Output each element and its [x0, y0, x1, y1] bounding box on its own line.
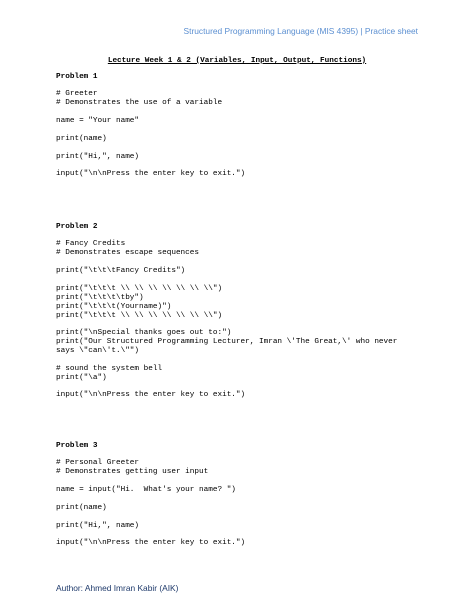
code-line: # sound the system bell — [56, 365, 163, 373]
code-line: # Greeter — [56, 90, 98, 98]
code-line: print("\t\t\t \\ \\ \\ \\ \\ \\ \\") — [56, 285, 223, 293]
code-line: print("\a") — [56, 374, 107, 382]
code-line: # Demonstrates the use of a variable — [56, 99, 223, 107]
code-line: print("\t\t\tFancy Credits") — [56, 267, 186, 275]
code-line: print("Our Structured Programming Lecturer, Imran \'The Great,\' who never — [56, 338, 398, 346]
code-line: print(name) — [56, 504, 107, 512]
code-line: print("\nSpecial thanks goes out to:") — [56, 329, 232, 337]
problem-2-heading: Problem 2 — [56, 223, 98, 231]
code-line: # Demonstrates getting user input — [56, 468, 209, 476]
sheet-title: Lecture Week 1 & 2 (Variables, Input, Output, Functions) — [107, 57, 367, 65]
code-line: print("Hi,", name) — [56, 522, 140, 530]
problem-3-heading: Problem 3 — [56, 442, 98, 450]
code-line: says \"can\'t.\"") — [56, 347, 140, 355]
code-line: print("\t\t\t \\ \\ \\ \\ \\ \\ \\") — [56, 312, 223, 320]
code-line: input("\n\nPress the enter key to exit.") — [56, 170, 246, 178]
code-line: print(name) — [56, 135, 107, 143]
code-line: input("\n\nPress the enter key to exit.") — [56, 391, 246, 399]
author-footer: Author: Ahmed Imran Kabir (AIK) — [56, 583, 179, 593]
code-line: name = "Your name" — [56, 117, 140, 125]
problem-1-heading: Problem 1 — [56, 73, 98, 81]
code-line: print("\t\t\t(Yourname)") — [56, 303, 172, 311]
code-line: # Personal Greeter — [56, 459, 140, 467]
code-line: print("\t\t\t\tby") — [56, 294, 144, 302]
code-line: input("\n\nPress the enter key to exit.") — [56, 539, 246, 547]
page-header: Structured Programming Language (MIS 4395) | Practice sheet — [183, 26, 418, 36]
code-line: # Demonstrates escape sequences — [56, 249, 200, 257]
code-line: # Fancy Credits — [56, 240, 126, 248]
code-line: name = input("Hi. What's your name? ") — [56, 486, 236, 494]
code-line: print("Hi,", name) — [56, 153, 140, 161]
